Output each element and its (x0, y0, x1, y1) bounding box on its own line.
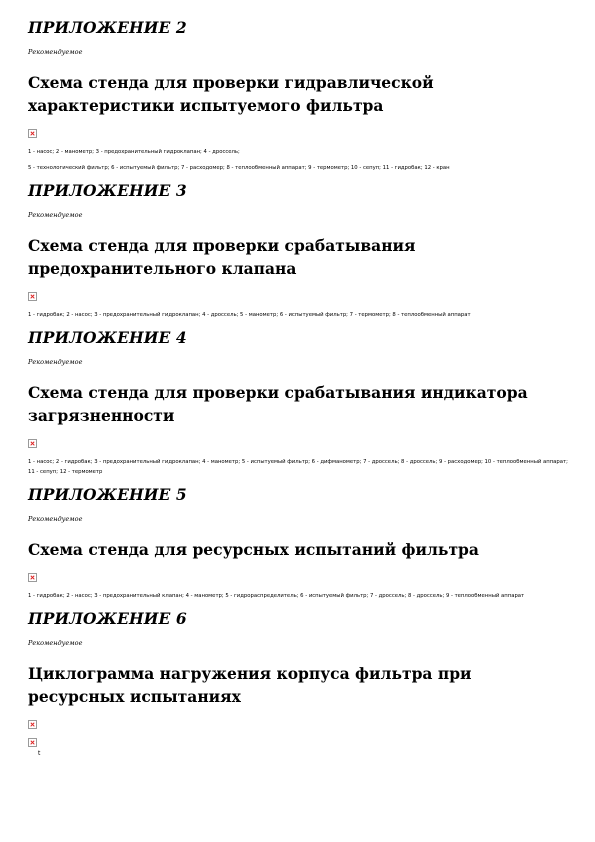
appendix-title: ПРИЛОЖЕНИЕ 6 (28, 609, 187, 628)
appendix-title: ПРИЛОЖЕНИЕ 4 (28, 328, 187, 347)
broken-image-icon (28, 573, 37, 582)
recommended-label: Рекомендуемое (28, 211, 83, 219)
broken-image-icon (28, 292, 37, 301)
appendix-heading: Схема стенда для проверки срабатывания индикатора загрязненности (28, 383, 528, 425)
recommended-label: Рекомендуемое (28, 358, 83, 366)
legend-line: 1 - насос; 2 - гидробак; 3 - предохранительный гидроклапан; 4 - манометр; 5 - испытуемый фильтр; 6 - дифманометр; 7 - дроссель; 8 - дроссель; 9 - расходомер; 10 - теплообменный аппарат; 11 - сепуп; 12 - термометр (28, 459, 568, 475)
document-page (28, 18, 568, 756)
appendix-5 (28, 485, 568, 601)
legend-line: 1 - насос; 2 - манометр; 3 - предохранительный гидроклапан; 4 - дроссель; (28, 149, 240, 155)
recommended-label: Рекомендуемое (28, 639, 83, 647)
recommended-label: Рекомендуемое (28, 48, 83, 56)
broken-image-icon (28, 738, 37, 747)
legend-line: 5 - технологический фильтр; 6 - испытуемый фильтр; 7 - расходомер; 8 - теплообменный аппарат; 9 - термометр; 10 - сепуп; 11 - гидробак; 12 - кран (28, 165, 450, 171)
broken-image-icon (28, 439, 37, 448)
appendix-heading: Циклограмма нагружения корпуса фильтра при ресурсных испытаниях (28, 664, 472, 706)
image-caption-t: t (38, 750, 41, 757)
recommended-label: Рекомендуемое (28, 515, 83, 523)
appendix-3 (28, 181, 568, 320)
broken-image-icon (28, 720, 37, 729)
broken-image-icon (28, 129, 37, 138)
appendix-heading: Схема стенда для проверки срабатывания предохранительного клапана (28, 236, 416, 278)
appendix-2 (28, 18, 568, 173)
appendix-4 (28, 328, 568, 477)
appendix-title: ПРИЛОЖЕНИЕ 2 (28, 18, 187, 37)
appendix-title: ПРИЛОЖЕНИЕ 3 (28, 181, 187, 200)
appendix-heading: Схема стенда для ресурсных испытаний фильтра (28, 540, 479, 559)
appendix-6 (28, 609, 568, 757)
appendix-heading: Схема стенда для проверки гидравлической характеристики испытуемого фильтра (28, 73, 434, 115)
appendix-title: ПРИЛОЖЕНИЕ 5 (28, 485, 187, 504)
legend-line: 1 - гидробак; 2 - насос; 3 - предохранительный клапан; 4 - манометр; 5 - гидрораспределитель; 6 - испытуемый фильтр; 7 - дроссель; 8 - дроссель; 9 - теплообменный аппарат (28, 593, 525, 599)
legend-line: 1 - гидробак; 2 - насос; 3 - предохранительный гидроклапан; 4 - дроссель; 5 - манометр; 6 - испытуемый фильтр; 7 - термометр; 8 - теплообменный аппарат (28, 312, 471, 318)
